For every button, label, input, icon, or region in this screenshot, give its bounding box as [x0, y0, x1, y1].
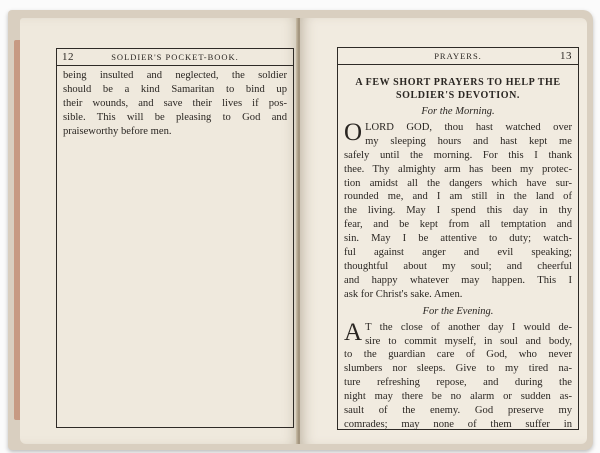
right-page-header: PRAYERS. [434, 51, 482, 61]
text-line: their wounds, and save their lives if pos- [63, 97, 287, 109]
left-page-header: SOLDIER'S POCKET-BOOK. [111, 52, 239, 62]
text-line: ask for Christ's sake. Amen. [344, 288, 463, 300]
text-line: my sleeping hours and hast kept me [365, 135, 572, 147]
text-line: to the guardian care of God, who never [344, 349, 572, 361]
right-page-number: 13 [560, 50, 572, 62]
text-line: and happy whatever may happen. This I [344, 274, 572, 286]
evening-prayer [344, 318, 572, 432]
right-page-text [344, 68, 572, 432]
left-page-frame [56, 48, 294, 428]
text-line: ture refreshing repose, and during the [344, 377, 572, 389]
heading-line: SOLDIER'S DEVOTION. [395, 90, 520, 101]
text-line: sire to commit myself, in soul and body, [365, 335, 572, 347]
text-line: praiseworthy before men. [63, 125, 172, 137]
left-running-head [57, 49, 293, 66]
text-line: being insulted and neglected, the soldier [63, 70, 287, 81]
text-line: T the close of another day I would de- [365, 321, 572, 333]
evening-dropcap: A [344, 318, 363, 346]
right-page-frame [337, 47, 579, 430]
text-line: ful against anger and evil speaking; [344, 247, 572, 259]
text-line: fear, and be kept from all temptation and [344, 219, 572, 231]
left-page-text [63, 69, 287, 139]
morning-subheading: For the Morning. [421, 106, 495, 117]
text-line: night may there be no alarm or sudden as- [344, 391, 572, 403]
text-line: the living. May I spend this day in thy [344, 205, 572, 217]
text-line: tion amidst all the dangers which have sur- [344, 177, 572, 189]
right-page [300, 18, 587, 444]
text-line: slumbers nor sleeps. Give to my tired na- [344, 363, 572, 375]
text-line: rounded me, and I am still in the land of [344, 191, 572, 203]
text-line: should be a kind Samaritan to bind up [63, 83, 287, 95]
text-line: safely until the morning. For this I thank [344, 149, 572, 161]
text-line: sible. This will be pleasing to God and [63, 111, 287, 123]
morning-prayer [344, 118, 572, 302]
morning-dropcap: O [344, 118, 363, 146]
heading-line: A FEW SHORT PRAYERS TO HELP THE [355, 77, 561, 88]
right-running-head [338, 48, 578, 65]
text-line: sin. May I be attentive to duty; watch- [344, 233, 572, 245]
left-page [20, 18, 299, 444]
text-line: thoughtful about my soul; and cheerful [344, 260, 572, 272]
text-line: comrades; may none of them suffer in [344, 418, 572, 430]
text-line: LORD GOD, thou hast watched over [365, 121, 572, 133]
text-line: thee. Thy almighty arm has been my protec- [344, 163, 572, 175]
evening-subheading: For the Evening. [422, 305, 494, 317]
left-page-number: 12 [62, 51, 74, 63]
text-line: sault of the enemy. God preserve my [344, 405, 572, 417]
prayers-heading [344, 76, 572, 102]
